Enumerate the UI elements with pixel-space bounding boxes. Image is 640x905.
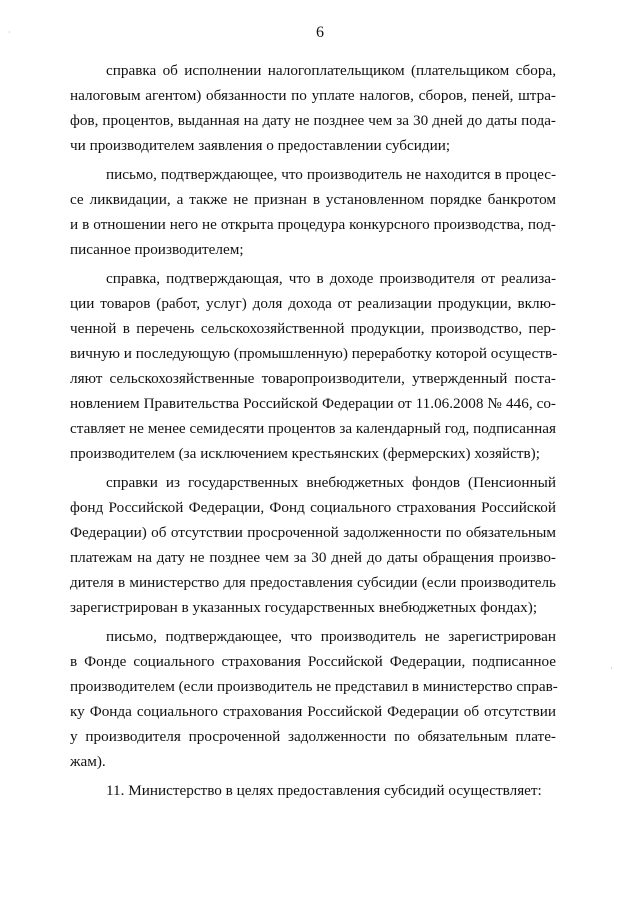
text-line: справка об исполнении налогоплательщиком (плательщиком сбора, [106, 62, 556, 79]
text-line: платежам на дату не позднее чем за 30 дней до даты обращения произво- [70, 549, 556, 566]
margin-mark: · [610, 664, 613, 673]
text-line: дителя в министерство для предоставления субсидии (если производитель [70, 574, 556, 591]
text-line: ченной в перечень сельскохозяйственной продукции, производство, пер- [70, 320, 556, 337]
text-line: новлением Правительства Российской Федерации от 11.06.2008 № 446, со- [70, 395, 556, 412]
paragraph [70, 58, 556, 158]
text-line: 11. Министерство в целях предоставления субсидий осуществляет: [106, 782, 542, 799]
page-number: 6 [316, 24, 324, 41]
text-line: фонд Российской Федерации, Фонд социального страхования Российской [70, 499, 556, 516]
text-line: жам). [70, 753, 106, 770]
text-line: в Фонде социального страхования Российской Федерации, подписанное [70, 653, 556, 670]
text-line: ции товаров (работ, услуг) доля дохода от реализации продукции, вклю- [70, 295, 556, 312]
text-line: производителем (если производитель не представил в министерство справ- [70, 678, 558, 695]
paragraph [70, 470, 556, 620]
text-line: ляют сельскохозяйственные товаропроизводители, утвержденный поста- [70, 370, 556, 387]
paragraph [70, 624, 556, 774]
text-line: налоговым агентом) обязанности по уплате налогов, сборов, пеней, штра- [70, 87, 556, 104]
text-line: писанное производителем; [70, 241, 244, 258]
text-line: производителем (за исключением крестьянских (фермерских) хозяйств); [70, 445, 540, 462]
text-line: вичную и последующую (промышленную) переработку которой осуществ- [70, 345, 558, 362]
text-line: справки из государственных внебюджетных фондов (Пенсионный [106, 474, 556, 491]
paragraph [70, 162, 556, 262]
text-line: чи производителем заявления о предоставлении субсидии; [70, 137, 451, 154]
text-line: ставляет не менее семидесяти процентов за календарный год, подписанная [70, 420, 556, 437]
text-line: письмо, подтверждающее, что производитель не зарегистрирован [106, 628, 556, 645]
text-line: Федерации) об отсутствии просроченной задолженности по обязательным [70, 524, 556, 541]
paragraph [70, 266, 556, 466]
text-line: у производителя просроченной задолженности по обязательным плате- [70, 728, 556, 745]
text-line: ку Фонда социального страхования Российской Федерации об отсутствии [70, 703, 556, 720]
text-line: се ликвидации, а также не признан в установленном порядке банкротом [70, 191, 556, 208]
document-body [70, 58, 556, 803]
text-line: справка, подтверждающая, что в доходе производителя от реализа- [106, 270, 556, 287]
margin-mark: · [8, 28, 11, 37]
text-line: фов, процентов, выданная на дату не позднее чем за 30 дней до даты пода- [70, 112, 556, 129]
paragraph [70, 778, 556, 803]
text-line: и в отношении него не открыта процедура конкурсного производства, под- [70, 216, 556, 233]
text-line: зарегистрирован в указанных государственных внебюджетных фондах); [70, 599, 538, 616]
text-line: письмо, подтверждающее, что производитель не находится в процес- [106, 166, 556, 183]
